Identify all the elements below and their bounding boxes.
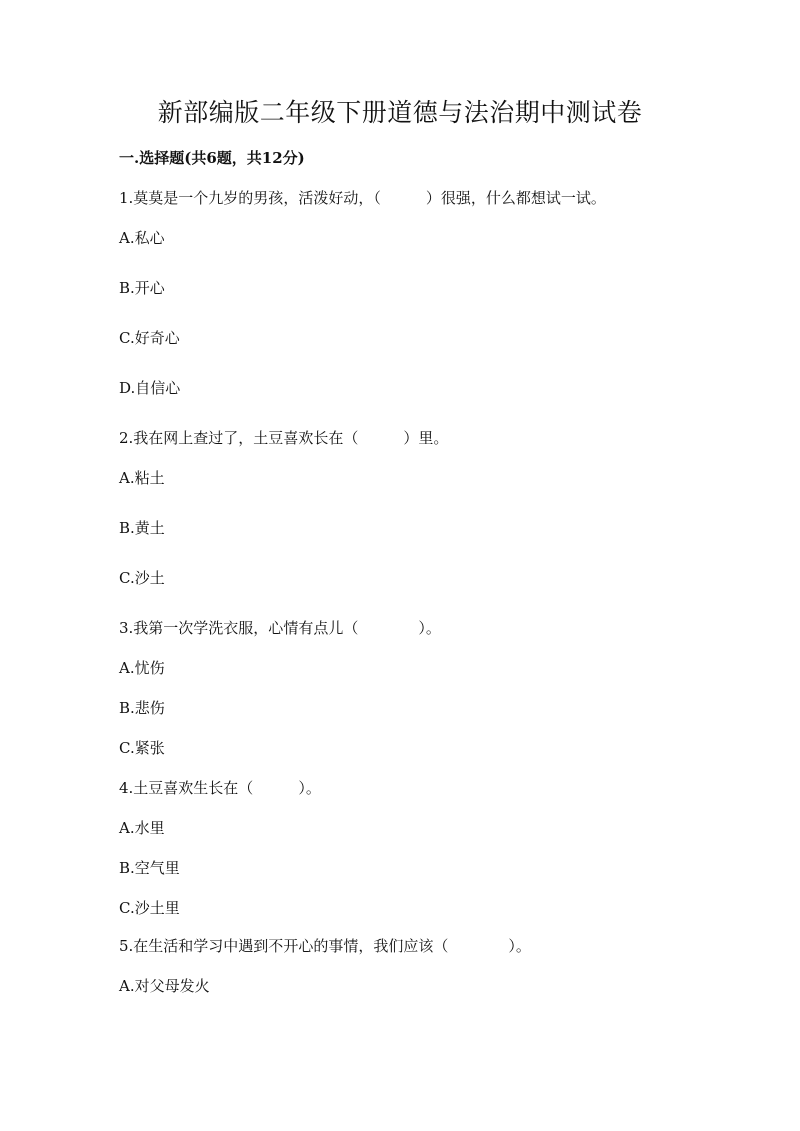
question-3-option-b: B.悲伤 [119,699,165,717]
question-2-option-b: B.黄土 [119,519,165,537]
question-4-option-b: B.空气里 [119,859,180,877]
question-2-option-c: C.沙土 [119,569,165,587]
question-1-option-c: C.好奇心 [119,329,180,347]
question-4-option-c: C.沙土里 [119,899,180,917]
page-title: 新部编版二年级下册道德与法治期中测试卷 [157,98,643,127]
question-3-option-c: C.紧张 [119,739,165,757]
question-2-option-a: A.粘土 [119,469,165,487]
question-2-stem: 2.我在网上查过了，土豆喜欢长在（ ）里。 [119,429,449,447]
question-3-option-a: A.忧伤 [119,659,165,677]
question-1-stem: 1.莫莫是一个九岁的男孩，活泼好动，（ ）很强，什么都想试一试。 [119,189,606,207]
question-3-stem: 3.我第一次学洗衣服，心情有点儿（ ）。 [119,619,441,637]
question-5-stem: 5.在生活和学习中遇到不开心的事情，我们应该（ ）。 [119,937,531,955]
question-1-option-a: A.私心 [119,229,165,247]
question-4-option-a: A.水里 [119,819,165,837]
question-5-option-a: A.对父母发火 [119,977,210,995]
question-1-option-d: D.自信心 [119,379,181,397]
section-heading: 一.选择题(共6题，共12分) [119,149,305,167]
question-1-option-b: B.开心 [119,279,165,297]
question-4-stem: 4.土豆喜欢生长在（ ）。 [119,779,321,797]
